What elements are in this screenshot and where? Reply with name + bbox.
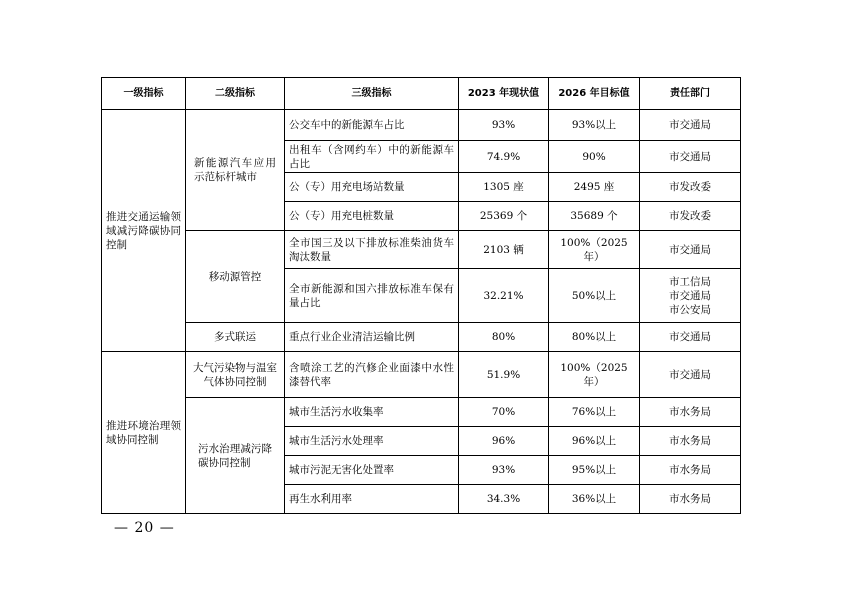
target-2026-cell: 100%（2025 年）	[549, 231, 640, 269]
target-2026-cell: 93%以上	[549, 110, 640, 141]
dept-cell: 市交通局	[640, 323, 741, 352]
dept-name: 市公安局	[669, 303, 711, 316]
level3-cell: 公（专）用充电桩数量	[285, 202, 459, 231]
table-row	[102, 398, 741, 427]
level3-cell: 城市污泥无害化处置率	[285, 456, 459, 485]
level2-cell: 污水治理减污降碳协同控制	[186, 398, 285, 514]
header-2023-value: 2023 年现状值	[459, 78, 549, 110]
value-2023-cell: 96%	[459, 427, 549, 456]
target-2026-cell: 100%（2025 年）	[549, 352, 640, 398]
target-2026-cell: 35689 个	[549, 202, 640, 231]
value-2023-cell: 74.9%	[459, 141, 549, 173]
level3-cell: 再生水利用率	[285, 485, 459, 514]
level3-cell: 重点行业企业清洁运输比例	[285, 323, 459, 352]
level3-cell: 公交车中的新能源车占比	[285, 110, 459, 141]
level2-cell: 移动源管控	[186, 231, 285, 323]
indicator-table	[101, 77, 741, 514]
header-level3: 三级指标	[285, 78, 459, 110]
table-row	[102, 231, 741, 269]
value-2023-cell: 2103 辆	[459, 231, 549, 269]
value-2023-cell: 32.21%	[459, 269, 549, 323]
value-2023-cell: 93%	[459, 456, 549, 485]
level3-cell: 公（专）用充电场站数量	[285, 173, 459, 202]
level3-cell: 出租车（含网约车）中的新能源车占比	[285, 141, 459, 173]
value-2023-cell: 80%	[459, 323, 549, 352]
dept-cell: 市发改委	[640, 173, 741, 202]
level3-cell: 全市国三及以下排放标准柴油货车淘汰数量	[285, 231, 459, 269]
value-2023-cell: 70%	[459, 398, 549, 427]
level1-cell: 推进环境治理领域协同控制	[102, 352, 186, 514]
dept-cell: 市交通局	[640, 352, 741, 398]
target-2026-cell: 76%以上	[549, 398, 640, 427]
level2-cell: 多式联运	[186, 323, 285, 352]
dept-cell: 市水务局	[640, 485, 741, 514]
value-2023-cell: 25369 个	[459, 202, 549, 231]
page-number: — 20 —	[114, 520, 175, 536]
value-2023-cell: 51.9%	[459, 352, 549, 398]
dept-cell: 市发改委	[640, 202, 741, 231]
table-row	[102, 110, 741, 141]
target-2026-cell: 36%以上	[549, 485, 640, 514]
header-dept: 责任部门	[640, 78, 741, 110]
level3-cell: 含喷涂工艺的汽修企业面漆中水性漆替代率	[285, 352, 459, 398]
target-2026-cell: 80%以上	[549, 323, 640, 352]
value-2023-cell: 93%	[459, 110, 549, 141]
target-2026-cell: 95%以上	[549, 456, 640, 485]
dept-cell: 市交通局	[640, 110, 741, 141]
level3-cell: 城市生活污水收集率	[285, 398, 459, 427]
level3-cell: 城市生活污水处理率	[285, 427, 459, 456]
dept-cell: 市水务局	[640, 456, 741, 485]
table-row	[102, 352, 741, 398]
level1-cell: 推进交通运输领域减污降碳协同控制	[102, 110, 186, 352]
dept-cell: 市交通局	[640, 141, 741, 173]
target-2026-cell: 96%以上	[549, 427, 640, 456]
level2-cell: 新能源汽车应用示范标杆城市	[186, 110, 285, 231]
value-2023-cell: 1305 座	[459, 173, 549, 202]
table-row	[102, 323, 741, 352]
dept-cell	[640, 269, 741, 323]
header-level2: 二级指标	[186, 78, 285, 110]
target-2026-cell: 90%	[549, 141, 640, 173]
dept-cell: 市水务局	[640, 427, 741, 456]
value-2023-cell: 34.3%	[459, 485, 549, 514]
target-2026-cell: 2495 座	[549, 173, 640, 202]
level3-cell: 全市新能源和国六排放标准车保有量占比	[285, 269, 459, 323]
level2-cell: 大气污染物与温室气体协同控制	[186, 352, 285, 398]
dept-cell: 市水务局	[640, 398, 741, 427]
target-2026-cell: 50%以上	[549, 269, 640, 323]
dept-cell: 市交通局	[640, 231, 741, 269]
header-row	[102, 78, 741, 110]
dept-name: 市工信局	[669, 275, 711, 288]
header-2026-target: 2026 年目标值	[549, 78, 640, 110]
dept-name: 市交通局	[669, 289, 711, 302]
header-level1: 一级指标	[102, 78, 186, 110]
